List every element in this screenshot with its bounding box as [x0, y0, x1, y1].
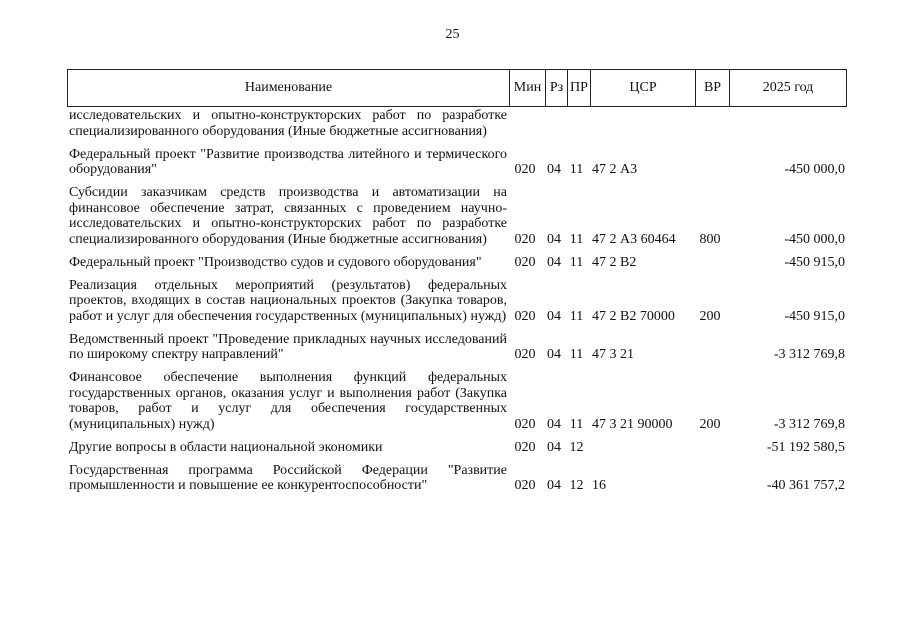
row-min: 020: [514, 162, 536, 177]
header-pr: ПР: [568, 70, 591, 106]
header-rz: Рз: [546, 70, 568, 106]
row-name: Федеральный проект "Развитие производства литейного и термического оборудования": [69, 146, 507, 177]
header-min: Мин: [510, 70, 546, 106]
row-amount: -3 312 769,8: [773, 347, 845, 362]
row-pr: 11: [569, 347, 584, 362]
row-rz: 04: [547, 439, 561, 455]
table-row: [69, 147, 847, 178]
row-min: 020: [514, 347, 536, 362]
row-amount: -450 915,0: [784, 308, 845, 324]
row-rz: 04: [547, 347, 561, 362]
row-amount: -3 312 769,8: [773, 416, 845, 432]
header-vr: ВР: [696, 70, 730, 106]
header-csr: ЦСР: [591, 70, 696, 106]
row-name: исследовательских и опытно-конструкторских работ по разработке специализированного оборудования (Иные бюджетные ассигнования): [69, 108, 507, 139]
table-row: [69, 463, 847, 494]
table-row: [69, 278, 847, 325]
page-number: 25: [445, 27, 460, 42]
row-rz: 04: [547, 308, 561, 324]
row-csr: 47 2 В2 70000: [592, 308, 675, 324]
row-min: 020: [514, 231, 536, 247]
row-name: Субсидии заказчикам средств производства и автоматизации на финансовое обеспечение затрат, связанных с проведением научно-исследовательских и опытно-конструкторских работ по разработке специализированного оборудования (Иные бюджетные ассигнования): [69, 185, 507, 247]
row-name: Федеральный проект "Производство судов и судового оборудования": [69, 254, 482, 270]
row-name: Ведомственный проект "Проведение прикладных научных исследований по широкому спектру направлений": [69, 331, 507, 362]
row-name: Финансовое обеспечение выполнения функций федеральных государственных органов, оказания услуг и выполнения работ (Закупка товаров, работ и услуг для обеспечения государственных (муниципальных) нужд): [69, 370, 507, 432]
row-vr: 200: [699, 308, 721, 324]
table-header: [67, 69, 847, 107]
row-min: 020: [514, 478, 536, 493]
header-name: Наименование: [68, 70, 510, 106]
table-row: [69, 108, 847, 139]
row-min: 020: [514, 254, 536, 270]
row-name: Другие вопросы в области национальной экономики: [69, 439, 383, 455]
row-rz: 04: [547, 162, 561, 177]
row-vr: 800: [699, 231, 721, 247]
table-row: [69, 255, 847, 271]
row-csr: 47 3 21: [592, 347, 634, 362]
row-rz: 04: [547, 416, 561, 432]
row-min: 020: [514, 439, 536, 455]
row-pr: 12: [569, 478, 584, 493]
row-vr: 200: [699, 416, 721, 432]
header-year: 2025 год: [762, 80, 814, 95]
row-pr: 11: [569, 162, 584, 177]
row-name: Реализация отдельных мероприятий (результатов) федеральных проектов, входящих в состав национальных проектов (Закупка товаров, работ и услуг для обеспечения государственных (муниципальных) нужд): [69, 277, 507, 324]
row-pr: 11: [569, 254, 584, 270]
row-rz: 04: [547, 254, 561, 270]
row-amount: -450 000,0: [784, 162, 845, 177]
row-amount: -51 192 580,5: [766, 439, 845, 455]
row-pr: 11: [569, 231, 584, 247]
row-pr: 11: [569, 308, 584, 324]
table-row: [69, 332, 847, 363]
table-row: [69, 440, 847, 456]
row-amount: -40 361 757,2: [766, 478, 845, 493]
row-amount: -450 915,0: [784, 254, 845, 270]
row-csr: 47 2 А3: [592, 162, 638, 177]
row-min: 020: [514, 308, 536, 324]
row-pr: 12: [569, 439, 584, 455]
row-rz: 04: [547, 231, 561, 247]
row-csr: 47 3 21 90000: [592, 416, 673, 432]
table-row: [69, 185, 847, 247]
table-body: [69, 108, 847, 501]
row-csr: 47 2 А3 60464: [592, 231, 676, 247]
row-csr: 16: [592, 478, 606, 493]
table-row: [69, 370, 847, 432]
row-min: 020: [514, 416, 536, 432]
row-rz: 04: [547, 478, 561, 493]
row-name: Государственная программа Российской Федерации "Развитие промышленности и повышение ее конкурентоспособности": [69, 462, 507, 493]
row-csr: 47 2 В2: [592, 254, 637, 270]
row-amount: -450 000,0: [784, 231, 845, 247]
row-pr: 11: [569, 416, 584, 432]
